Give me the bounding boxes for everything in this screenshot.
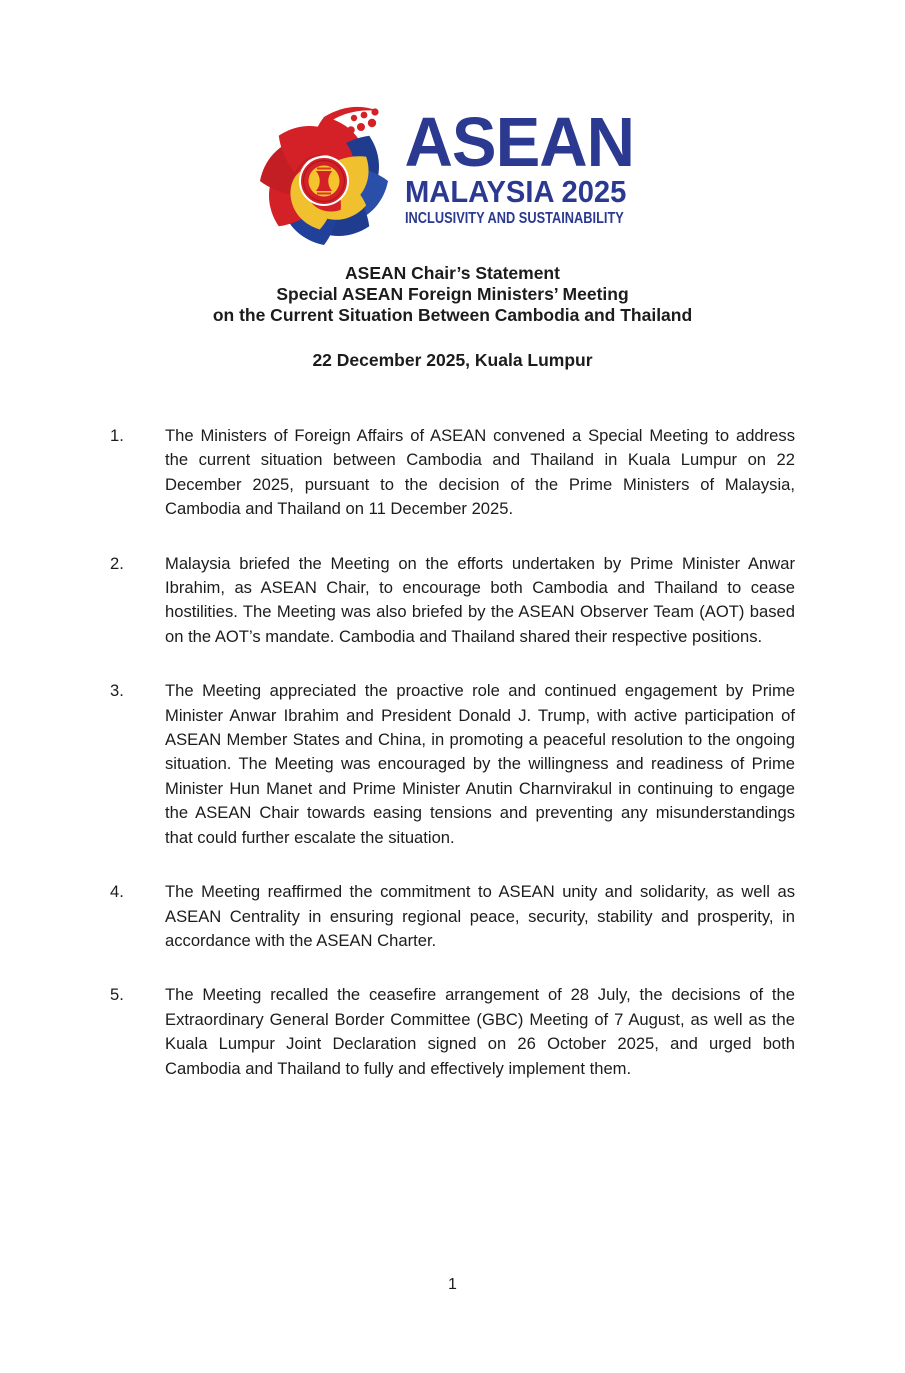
logo-wordmark: ASEAN: [404, 103, 635, 182]
paragraph-text: The Ministers of Foreign Affairs of ASEAN convened a Special Meeting to address the current situation between Cambodia and Thailand in Kuala Lumpur on 22 December 2025, pursuant to the decision of the Prime Ministers of Malaysia, Cambodia and Thailand on 11 December 2025.: [165, 426, 795, 519]
asean-emblem-icon: [300, 157, 348, 205]
title-line-2: Special ASEAN Foreign Ministers’ Meeting: [276, 284, 629, 304]
paragraph-number: 2.: [110, 553, 124, 573]
paragraph-5: [110, 983, 795, 1081]
paragraph-number: 5.: [110, 985, 124, 1005]
paragraph-number: 3.: [110, 681, 124, 701]
paragraph-4: [110, 880, 795, 953]
title-line-3: on the Current Situation Between Cambodia and Thailand: [212, 305, 693, 325]
logo-text: [404, 103, 649, 227]
asean-2025-logo: [0, 93, 905, 245]
asean-swirl-icon: [257, 93, 399, 245]
logo-subtitle: MALAYSIA 2025: [404, 173, 626, 209]
paragraph-text: The Meeting appreciated the proactive role and continued engagement by Prime Minister Anwar Ibrahim and President Donald J. Trump, with active participation of ASEAN Member States and China, in promoting a peaceful resolution to the ongoing situation. The Meeting was encouraged by the willingness and readiness of Prime Minister Hun Manet and Prime Minister Anutin Charnvirakul in continuing to engage the ASEAN Chair towards easing tensions and preventing any misunderstandings that could further escalate the situation.: [165, 681, 795, 847]
paragraph-text: The Meeting reaffirmed the commitment to ASEAN unity and solidarity, as well as ASEAN Centrality in ensuring regional peace, security, stability and prosperity, in accordance with the ASEAN Charter.: [165, 882, 795, 950]
paragraph-2: [110, 552, 795, 650]
title-line-1: ASEAN Chair’s Statement: [345, 263, 560, 283]
document-title: [0, 263, 905, 326]
paragraph-number: 4.: [110, 882, 124, 902]
paragraph-text: The Meeting recalled the ceasefire arrangement of 28 July, the decisions of the Extraordinary General Border Committee (GBC) Meeting of 7 August, as well as the Kuala Lumpur Joint Declaration signed on 26 October 2025, and urged both Cambodia and Thailand to fully and effectively implement them.: [165, 985, 795, 1078]
page-number: 1: [448, 1276, 457, 1293]
paragraph-number: 1.: [110, 426, 124, 445]
paragraph-text: Malaysia briefed the Meeting on the efforts undertaken by Prime Minister Anwar Ibrahim, as ASEAN Chair, to encourage both Cambodia and Thailand to cease hostilities. The Meeting was also briefed by the ASEAN Observer Team (AOT) based on the AOT’s mandate. Cambodia and Thailand shared their respective positions.: [165, 553, 795, 646]
paragraph-1: [110, 424, 795, 522]
dateline: 22 December 2025, Kuala Lumpur: [312, 350, 593, 370]
statement-body: [0, 424, 905, 1081]
document-page: [0, 93, 905, 1373]
paragraph-3: [110, 679, 795, 850]
logo-tagline: INCLUSIVITY AND SUSTAINABILITY: [404, 209, 624, 227]
